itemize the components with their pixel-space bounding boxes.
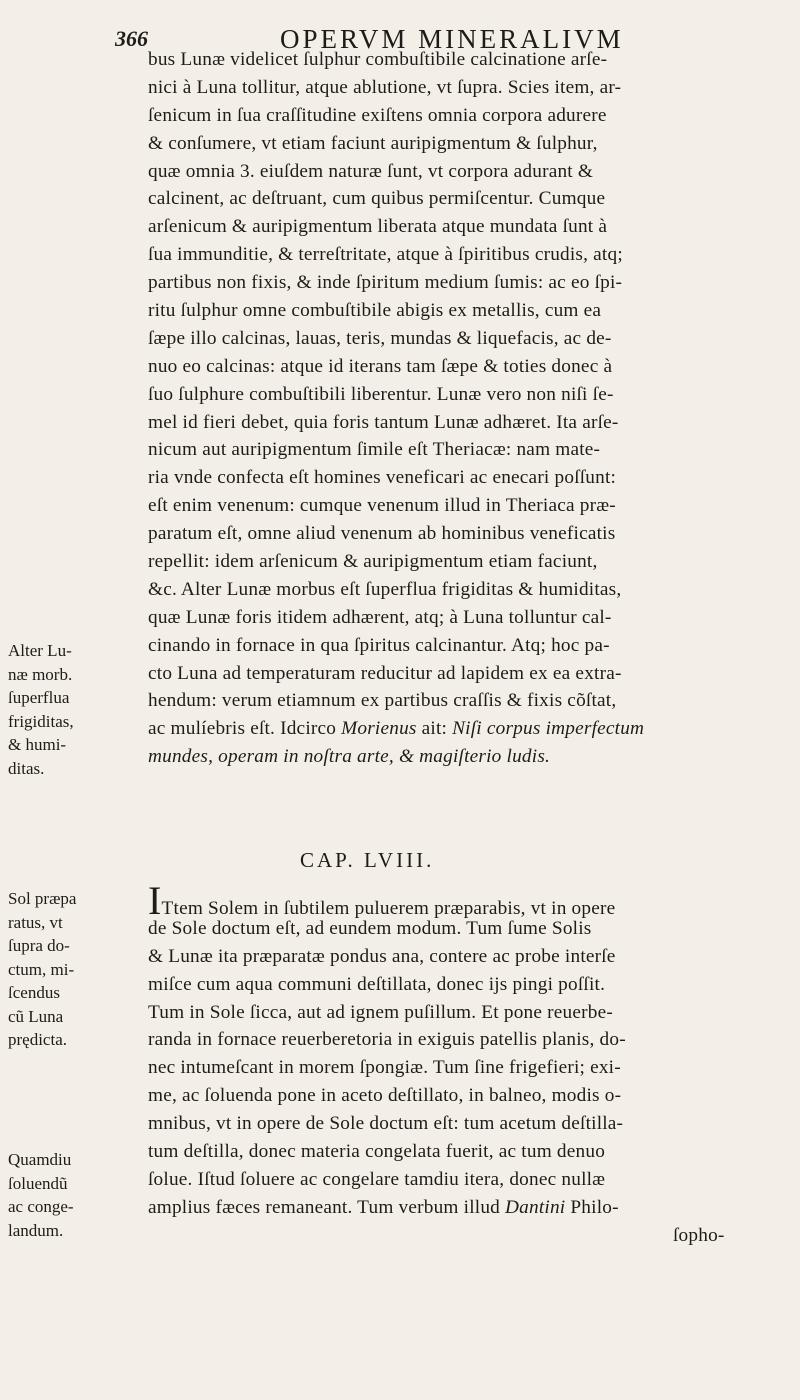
text-line: quæ Lunæ foris itidem adhærent, atq; à Luna tolluntur cal- [148,606,612,628]
catchword-line [148,1222,793,1250]
text-line: nec intumeſcant in morem ſpongiæ. Tum ſine frigefieri; exi- [148,1057,621,1079]
text-line: miſce cum aqua communi deſtillata, donec ijs pingi poſſit. [148,973,606,995]
text-line: mnibus, vt in opere de Sole doctum eſt: tum acetum deſtilla- [148,1113,624,1135]
text-line: calcinent, ac deſtruant, cum quibus permiſcentur. Cumque [148,188,606,210]
quote-author: Morienus [341,718,417,740]
last-line [148,1194,793,1222]
text-line: ſua immunditie, & terreſtritate, atque à ſpiritibus crudis, atq; [148,244,623,266]
text-line: Tum in Sole ſicca, aut ad ignem puſillum. Et pone reuerbe- [148,1001,613,1023]
text-line: arſenicum & auripigmentum liberata atque mundata ſunt à [148,216,608,238]
text-line: ſæpe illo calcinas, lauas, teris, mundas & liquefacis, ac de- [148,327,612,349]
text-line: bus Lunæ videlicet ſulphur combuſtibile calcinatione arſe- [148,49,608,70]
margin-note-line: ſuperflua [8,688,70,707]
text-line: quæ omnia 3. eiuſdem naturæ ſunt, vt corpora adurant & [148,160,594,182]
margin-note-alter-lunae [8,639,148,780]
body-text [148,46,793,771]
text-line: &c. Alter Lunæ morbus eſt ſuperflua frigiditas & humiditas, [148,578,622,600]
quote-verb: ait: [416,718,453,740]
text-line: cto Luna ad temperaturam reducitur ad lapidem ex ea extra- [148,662,622,684]
margin-note-line: cũ Luna [8,1006,64,1026]
text-line: nici à Luna tollitur, atque ablutione, vt ſupra. Scies item, ar- [148,76,622,98]
margin-note-line: landum. [8,1220,64,1240]
margin-note-quamdiu [8,1148,148,1242]
margin-note-line: Alter Lu- [8,641,72,660]
name-dantini: Dantini [505,1196,566,1218]
text-line: tum deſtilla, donec materia congelata fuerit, ac tum denuo [148,1141,606,1163]
text-line: partibus non fixis, & inde ſpiritum medium ſumis: ac eo ſpi- [148,272,623,294]
running-head: OPERVM MINERALIVM [280,24,624,54]
text-line: & conſumere, vt etiam faciunt auripigmentum & ſulphur, [148,132,598,154]
quote-lead: ac mulíebris eſt. Idcirco [148,718,342,740]
drop-initial: I [148,878,162,923]
quote-line [148,715,793,743]
text-line: repellit: idem arſenicum & auripigmentum etiam faciunt, [148,551,598,573]
text-line: nuo eo calcinas: atque id iterans tam ſæpe & toties donec à [148,355,613,377]
margin-note-line: Quamdiu [8,1150,72,1169]
text-line: paratum eſt, omne aliud venenum ab hominibus veneficatis [148,523,616,545]
quote-text: Niſi corpus imperfectum [452,718,645,740]
text-line: cinando in fornace in qua ſpiritus calcinantur. Atq; hoc pa- [148,634,610,656]
margin-note-line: Sol præpa [8,889,77,908]
margin-note-line: ac conge- [8,1197,74,1216]
margin-note-line: næ morb. [8,664,73,684]
text-line: hendum: verum etiamnum ex partibus craſſis & fixis cõſtat, [148,690,617,712]
margin-note-line: ratus, vt [8,912,63,932]
text-line: ritu ſulphur omne combuſtibile abigis ex metallis, cum ea [148,300,602,322]
margin-note-line: ctum, mi- [8,959,75,979]
margin-note-sol-praeparatus [8,887,148,1052]
chapter-text [148,878,793,1250]
text-line: randa in fornace reuerberetoria in exiguis patellis planis, do- [148,1029,626,1051]
margin-note-line: ſoluendũ [8,1173,68,1193]
text-line: Ttem Solem in ſubtilem puluerem præparabis, vt in opere [161,898,616,919]
chapter-heading: CAP. LVIII. [300,848,435,872]
catchword: ſopho- [673,1224,725,1246]
last-line-tail: Philo- [565,1196,619,1218]
text-line: ſuo ſulphure combuſtibili liberentur. Lunæ vero non niſi ſe- [148,383,614,405]
last-line-lead: amplius fæces remaneant. Tum verbum illud [148,1196,506,1218]
margin-note-line: ſupra do- [8,936,70,955]
text-line: mel id fieri debet, quia foris tantum Lunæ adhæret. Ita arſe- [148,411,619,433]
text-line-first [148,878,793,923]
page-number: 366 [115,26,148,51]
margin-note-line: ſcendus [8,983,60,1002]
text-line: de Sole doctum eſt, ad eundem modum. Tum ſume Solis [148,917,592,939]
margin-note-line: prędicta. [8,1030,67,1049]
text-line: eſt enim venenum: cumque venenum illud in Theriaca præ- [148,495,616,517]
margin-note-line: ditas. [8,758,45,778]
text-line: nicum aut auripigmentum ſimile eſt Theriacæ: nam mate- [148,439,601,461]
margin-note-line: frigiditas, [8,711,74,731]
text-line: & Lunæ ita præparatæ pondus ana, contere ac probe interſe [148,945,616,967]
margin-note-line: & humi- [8,735,67,754]
quote-line-end: mundes, operam in noſtra arte, & magiſterio ludis. [148,746,551,768]
text-line: ria vnde confecta eſt homines veneficari ac enecari poſſunt: [148,467,617,489]
text-line: ſenicum in ſua craſſitudine exiſtens omnia corpora adurere [148,104,607,126]
text-line: me, ac ſoluenda pone in aceto deſtillato, in balneo, modis o- [148,1085,622,1107]
text-line: ſolue. Iſtud ſoluere ac congelare tamdiu itera, donec nullæ [148,1168,606,1190]
